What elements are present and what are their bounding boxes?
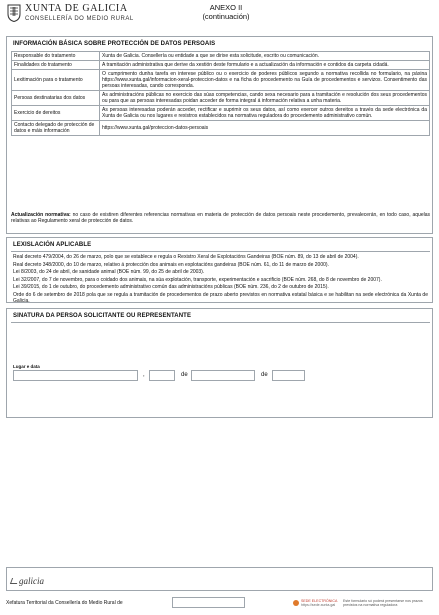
xunta-coat-of-arms-icon <box>7 4 21 22</box>
legislation-item: Lei 39/2015, do 1 de outubro, do procedemento administrativo común das administracións públicas (BOE núm. 236, do 2 de outubro de 2015). <box>13 284 329 291</box>
row-value: As administracións públicas no exercicio das súas competencias, cando sexa necesario para a tramitación e resolución dos seus procedementos ou para que as persoas interesadas poidan acceder de forma integral á información relativa a unha materia. <box>100 91 430 106</box>
row-label: Lexitimación para o tratamento <box>12 70 100 91</box>
legislation-item: Real decreto 348/2000, do 10 de marzo, relativo á protección dos animais en explotacións gandeiras (BOE núm. 61, do 11 de marzo de 2000). <box>13 261 329 268</box>
footer-logo-box <box>6 567 433 591</box>
brand-name: XUNTA DE GALICIA <box>25 3 128 14</box>
note-text: no caso de existiren diferentes referencias normativas en materia de protección de datos persoais neste procedemento, prevalecerán, en todo caso, aquelas relativas ao Regulamento xeral de protección de datos. <box>11 212 430 224</box>
territorial-office-label: Xefatura Territorial da Consellería do Medio Rural de <box>6 600 123 606</box>
territorial-office-input[interactable] <box>172 597 245 608</box>
footer-note: Este formulario só poderá presentarse nos prazos previstos na normativa reguladora <box>343 599 423 608</box>
table-row <box>12 121 430 136</box>
row-value: Xunta de Galicia. Consellería ou entidade a que se dirixe esta solicitude, escrito ou comunicación. <box>100 52 430 61</box>
galicia-logo-text: galicia <box>19 576 44 586</box>
data-protection-title: INFORMACIÓN BÁSICA SOBRE PROTECCIÓN DE DATOS PERSOAIS <box>13 41 216 47</box>
note-label: Actualización normativa: <box>11 212 71 218</box>
row-label: Finalidades do tratamento <box>12 61 100 70</box>
galicia-mark-icon <box>10 578 19 584</box>
sede-label: SEDE ELECTRÓNICA <box>301 599 338 603</box>
year-input[interactable] <box>272 370 305 381</box>
sede-electronica <box>301 599 337 607</box>
table-row <box>12 70 430 91</box>
annex-title: ANEXO II <box>209 3 243 12</box>
place-date-label: Lugar e data <box>13 364 40 369</box>
department-name: CONSELLERÍA DO MEDIO RURAL <box>25 16 134 22</box>
regulatory-update-note <box>11 212 430 224</box>
annex-heading <box>186 3 266 21</box>
table-row <box>12 52 430 61</box>
annex-subtitle: (continuación) <box>202 12 250 21</box>
row-value: O cumprimento dunha tarefa en interese público ou o exercicio de poderes públicos segundo a normativa recollida no formulario, na páxina https://www.xunta.gal/informacion-xeral-proteccion-datos e na ficha do procedemento na Guía de procedementos e servizos. Consentimento das persoas interesadas, cando corresponda. <box>100 70 430 91</box>
row-label: Persoas destinatarias dos datos <box>12 91 100 106</box>
legislation-list <box>13 254 428 306</box>
legislation-item: Real decreto 479/2004, do 26 de marzo, polo que se establece e regula o Rexistro Xeral de Explotacións Gandeiras (BOE núm. 89, do 13 de abril de 2004). <box>13 254 359 260</box>
de-separator-2: de <box>261 372 268 378</box>
row-label: Responsable do tratamento <box>12 52 100 61</box>
table-row <box>12 106 430 121</box>
sede-electronica-icon <box>293 600 299 606</box>
legislation-title: LEXISLACIÓN APLICABLE <box>13 242 92 248</box>
month-input[interactable] <box>191 370 255 381</box>
data-protection-table <box>11 51 430 136</box>
row-label: Contacto delegado de protección de datos e máis información <box>12 121 100 136</box>
comma-separator: , <box>143 372 145 378</box>
signature-section <box>6 308 433 418</box>
legislation-item: Orde do 6 de setembro de 2018 pola que se regula a tramitación de procedementos de prazo aberto previstos en normativa estatal básica e se habilitan na sede electrónica da Xunta de Galicia. <box>13 291 428 304</box>
table-row <box>12 61 430 70</box>
row-value: As persoas interesadas poderán acceder, rectificar e suprimir os seus datos, así como exercer outros dereitos a través da sede electrónica da Xunta de Galicia ou nos lugares e rexistros establecidos na normativa reguladora do procedemento administrativo común. <box>100 106 430 121</box>
legislation-section <box>6 237 433 303</box>
row-value: A tramitación administrativa que derive da xestión deste formulario e a actualización da información e contidos da carpeta cidadá. <box>100 61 430 70</box>
de-separator-1: de <box>181 372 188 378</box>
data-protection-link[interactable]: https://www.xunta.gal/proteccion-datos-persoais <box>100 121 430 136</box>
table-row <box>12 91 430 106</box>
legislation-item: Lei 32/2007, do 7 de novembro, para o coidado dos animais, na súa explotación, transporte, experimentación e sacrificio (BOE núm. 268, do 8 de novembro de 2007). <box>13 276 382 283</box>
legislation-item: Lei 8/2003, do 24 de abril, de sanidade animal (BOE núm. 99, do 25 de abril de 2003). <box>13 269 205 276</box>
data-protection-section <box>6 36 433 234</box>
divider <box>11 251 430 252</box>
galicia-logo <box>11 576 44 586</box>
sede-link[interactable]: https://sede.xunta.gal <box>301 603 336 608</box>
row-label: Exercicio de dereitos <box>12 106 100 121</box>
day-input[interactable] <box>149 370 175 381</box>
signature-title: SINATURA DA PERSOA SOLICITANTE OU REPRESENTANTE <box>13 313 192 319</box>
place-input[interactable] <box>13 370 138 381</box>
divider <box>11 322 430 323</box>
